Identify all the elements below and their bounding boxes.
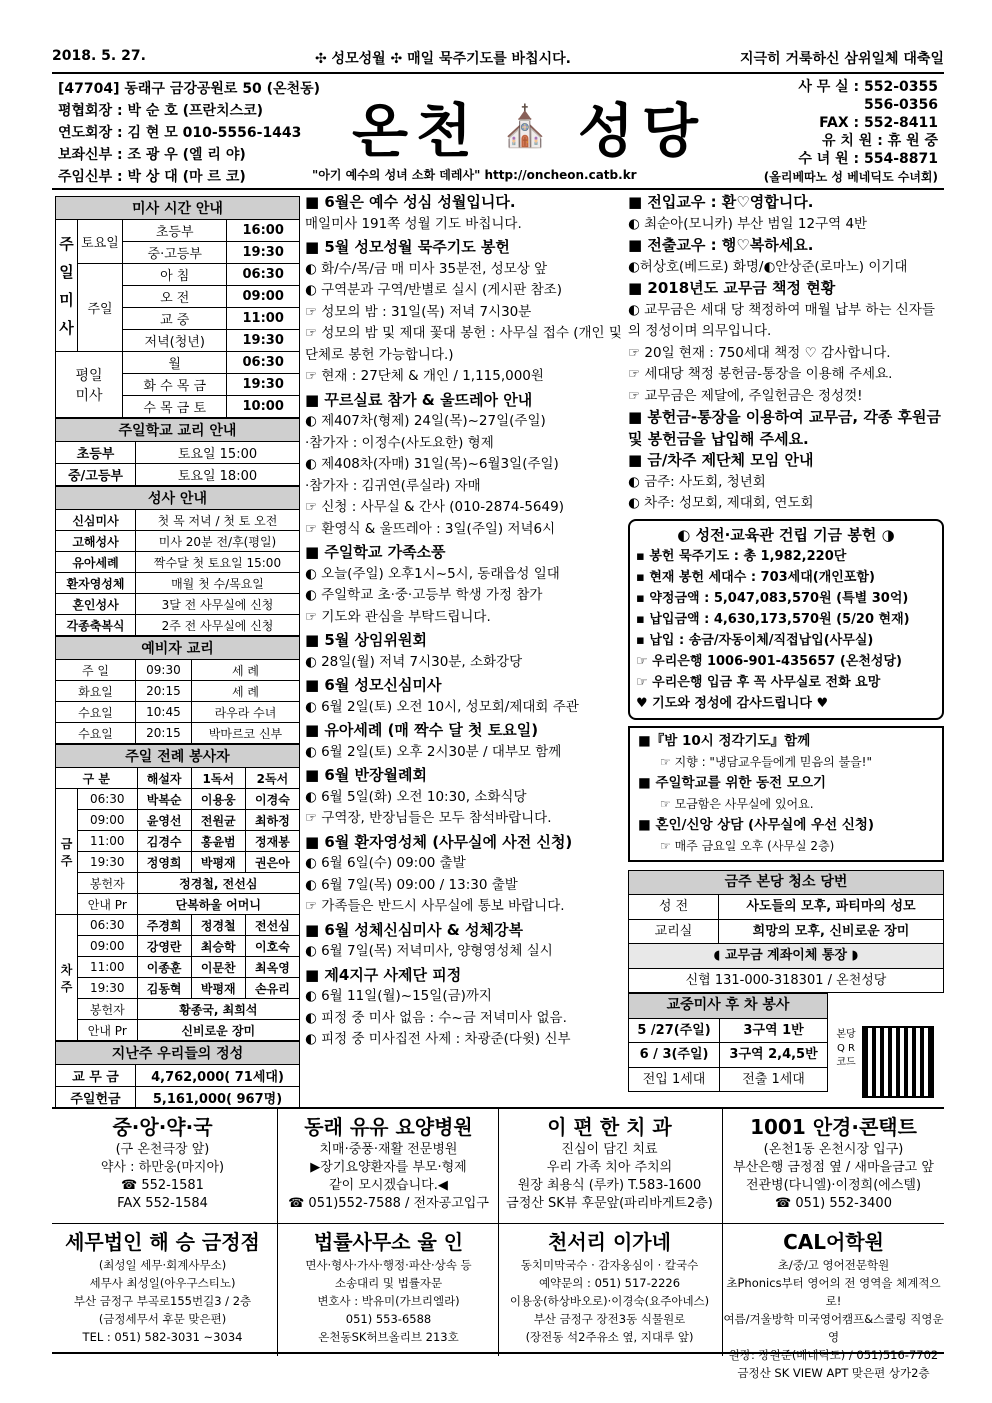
qr-label: 본당 Q R 코드 xyxy=(836,1029,856,1068)
ad-box xyxy=(52,1228,273,1346)
fund-line: ▪ 납입금액 : 4,630,173,570원 (5/20 현재) xyxy=(636,611,910,627)
notice-line: ·참가자 : 이정수(사도요한) 형제 xyxy=(305,434,494,451)
ads-section xyxy=(52,1107,944,1380)
ad-line: ☎ 051) 552-3400 xyxy=(775,1196,892,1211)
notice-block xyxy=(628,192,944,235)
notice-line: ◐ 피정 중 미사집전 사제 : 차광준(다윗) 신부 xyxy=(305,1031,571,1047)
monthly-motto: ✣ 성모성월 ✣ 매일 묵주기도를 바칩시다. xyxy=(314,51,571,67)
notice-line: ☞ 가족들은 반드시 사무실에 통보 바랍니다. xyxy=(305,898,565,914)
notice-heading: ■ 꾸르실료 참가 & 울뜨레아 안내 xyxy=(305,390,533,409)
notice-line: ◐ 6월 7일(목) 저녁미사, 양형영성체 실시 xyxy=(305,943,553,959)
notice-line: ☞ 성모의 밤 : 31일(목) 저녁 7시30분 xyxy=(305,303,532,320)
notice-heading: ■ 주일학교 가족소풍 xyxy=(305,543,446,561)
school-table: 주일학교 교리 안내 초등부 토요일 15:00 중/고등부 토요일 18:00 xyxy=(55,418,300,486)
notice-block xyxy=(305,542,625,628)
notice-block xyxy=(305,237,625,388)
notice-line: ◐ 오늘(주일) 오후1시~5시, 동래읍성 일대 xyxy=(305,565,560,582)
ad-line: 면사·형사·가사·행정·파산·상속 등 xyxy=(305,1258,472,1272)
notice-line: ◐ 6월 2일(토) 오전 10시, 성모회/제대회 주관 xyxy=(305,698,579,715)
ad-line: 051) 553-6588 xyxy=(345,1312,432,1326)
ad-line: 약사 : 하만웅(마지아) xyxy=(100,1160,225,1175)
ad-line: 우리 가족 치아 주치의 xyxy=(546,1160,673,1175)
ad-line: 이용웅(하상바오로)·이경숙(요주아네스) xyxy=(509,1294,710,1308)
ad-line: 부산은행 금정점 옆 / 새마을금고 앞 xyxy=(733,1160,934,1175)
feast-title: 지극히 거룩하신 삼위일체 대축일 xyxy=(740,51,944,67)
ad-line: ☎ 552-1581 xyxy=(121,1178,204,1193)
notice-heading: ■ 제4지구 사제단 피정 xyxy=(305,965,462,984)
prayer-line: ☞ 매주 금요일 오후 (사무실 2층) xyxy=(660,838,835,853)
ad-line: 원장 최용식 (루카) T.583-1600 xyxy=(517,1178,702,1193)
notice-block xyxy=(305,765,625,830)
notice-block xyxy=(305,720,625,763)
ad-title: 세무법인 해 승 금정점 xyxy=(65,1230,260,1254)
notice-block xyxy=(305,920,625,963)
notice-heading: ■ 금/차주 제단체 모임 안내 xyxy=(628,451,814,469)
ad-line: 부산 금정구 장전3동 식물원로 xyxy=(533,1312,686,1326)
notice-heading: ■ 전출교우 : 행♡복하세요. xyxy=(628,236,814,254)
notice-line: ·참가자 : 김귀연(루실라) 자매 xyxy=(305,477,481,494)
prayer-line: ■ 주일학교를 위한 동전 모으기 xyxy=(638,774,827,791)
notice-heading: ■ 유아세례 (매 짝수 달 첫 토요일) xyxy=(305,721,539,739)
ad-title: 1001 안경·콘택트 xyxy=(750,1115,917,1139)
fund-line: ☞ 우리은행 1006-901-435657 (온천성당) xyxy=(636,653,902,669)
ad-line: 치매·중풍·재활 전문병원 xyxy=(319,1142,458,1157)
notice-line: ◐ 6월 11일(월)~15일(금)까지 xyxy=(305,988,492,1004)
notice-line: ☞ 구역장, 반장님들은 모두 참석바랍니다. xyxy=(305,810,552,826)
notice-heading: ■ 6월 환자영성체 (사무실에 사전 신청) xyxy=(305,832,573,851)
ad-line: 예약문의 : 051) 517-2226 xyxy=(538,1276,681,1290)
notice-heading: ■ 6월 반장월례회 xyxy=(305,766,427,784)
building-fund-box: ◐ 성전·교육관 건립 기금 봉헌 ◑ ▪ 봉헌 묵주기도 : 총 1,982,220단 ▪ 현재 봉헌 세대수 : 703세대(개인포함) ▪ 약정금액 : 5,047,083,570원 (특별 30억) ▪ 납입금액 : 4,630,173,570원 (5/20 현재) ▪ 납입 : 송금/자동이체/직접납입(사무실) ☞ 우리은행 1006-901-435657 (온천성당) ☞ 우리은행 입금 후 꼭 사무실로 전화 요망 ♥ 기도와 정성에 감사드립니다 ♥ xyxy=(628,519,944,720)
prayer-line: ☞ 지향 : "냉담교우들에게 믿음의 불을!" xyxy=(660,754,873,769)
fund-line: ▪ 납입 : 송금/자동이체/직접납입(사무실) xyxy=(636,632,874,648)
notice-heading: ■ 5월 성모성월 묵주기도 봉헌 xyxy=(305,238,510,256)
ad-line: 여름/겨울방학 미국영어캠프&스쿨링 직영운영 xyxy=(723,1312,944,1344)
ad-line: ▶장기요양환자를 부모·형제 xyxy=(310,1160,467,1175)
notice-line: ◐ 피정 중 미사 없음 : 수~금 저녁미사 없음. xyxy=(305,1009,567,1026)
catechumen-table: 예비자 교리 주 일 09:30 세 례 화요일 20:15 세 례 수요일 10:45 라우라 수녀 수요일 20:15 박마르코 신부 xyxy=(55,636,300,744)
notice-line: ◐ 6월 7일(목) 09:00 / 13:30 출발 xyxy=(305,876,518,893)
ad-line: 세무사 최성일(아우구스티노) xyxy=(89,1276,236,1290)
tagline-url[interactable]: "아기 예수의 성녀 소화 데레사" http://oncheon.catb.kr xyxy=(312,168,637,182)
ad-line: 온천동SK허브올리브 213호 xyxy=(318,1330,459,1344)
notice-block xyxy=(305,630,625,673)
ad-title: 이 편 한 치 과 xyxy=(547,1115,672,1139)
ad-box xyxy=(52,1113,273,1213)
ad-title: 천서리 이가네 xyxy=(548,1230,671,1254)
offering-table: 지난주 우리들의 정성 교 무 금 4,762,000( 71세대) 주일헌금 5,161,000( 967명) xyxy=(55,1041,300,1109)
ad-line: (최성일 세무·회계사무소) xyxy=(98,1258,227,1272)
prayer-president: 연도회장 : 김 현 모 010-5556-1443 xyxy=(58,125,302,141)
pastor: 주임신부 : 박 상 대 (마 르 코) xyxy=(58,169,246,185)
assistant-priest: 보좌신부 : 조 광 우 (엘 리 야) xyxy=(58,147,246,163)
mass-schedule-table: 미사 시간 안내 주 일 미 사 토요일 초등부 16:00 중·고등부 19:30 주일 아 침 06:30 오 전 09:00 교 중 11:00 저녁(청년) 19:30 평일 미사 월 06:30 화 수 목 금 19:30 수 목 금 토 10:00 xyxy=(55,196,300,418)
notice-line: ☞ 교무금은 제달에, 주일헌금은 정성껏! xyxy=(628,387,863,404)
notice-heading: ■ 전입교우 : 환♡영합니다. xyxy=(628,193,814,211)
notice-line: ◐ 제407차(형제) 24일(목)~27일(주일) xyxy=(305,413,546,429)
sacrament-table: 성사 안내 신심미사 첫 목 저녁 / 첫 토 오전 고해성사 미사 20분 전/후(평일) 유아세례 짝수달 첫 토요일 15:00 환자영성체 매월 첫 수/목요일 혼인성사 3달 전 사무실에 신청 각종축복식 2주 전 사무실에 신청 xyxy=(55,486,300,636)
prayer-box xyxy=(628,726,944,862)
ad-line: (온천1동 온천시장 입구) xyxy=(763,1142,904,1157)
contacts: 사 무 실 : 552-0355 556-0356 FAX : 552-8411 유 치 원 : 휴 원 중 수 녀 원 : 554-8871 (올리베따노 성 베네딕도 수녀회) xyxy=(763,79,938,184)
ad-line: 변호사 : 박유미(가브리엘라) xyxy=(317,1294,460,1308)
notice-block xyxy=(305,832,625,918)
notice-line: ◐허상호(베드로) 화명/◐안상준(로마노) 이기대 xyxy=(628,258,908,275)
notice-line: ◐ 교무금은 세대 당 책정하여 매월 납부 하는 신자들의 정성이며 의무입니다. xyxy=(628,301,935,339)
notice-line: ☞ 20일 현재 : 750세대 책정 ♡ 감사합니다. xyxy=(628,344,891,361)
ad-line: FAX 552-1584 xyxy=(117,1196,208,1211)
top-bar xyxy=(52,48,944,68)
notice-block xyxy=(305,675,625,718)
notice-line: ☞ 현재 : 27단체 & 개인 / 1,115,000원 xyxy=(305,368,544,384)
ad-line: 초Phonics부터 영어의 전 영역을 체계적으로! xyxy=(726,1276,941,1308)
ad-line: ☎ 051)552-7588 / 전자공고입구 xyxy=(288,1196,489,1211)
notice-line: ◐ 주일학교 초·중·고등부 학생 가정 참가 xyxy=(305,587,543,603)
ad-box xyxy=(499,1113,720,1213)
cross-icon: ⛪ xyxy=(500,102,558,150)
cleaning-duty-table: 금주 본당 청소 당번 성 전 사도들의 모후, 파티마의 성모 교리실 희망의 모후, 신비로운 장미 ◖ 교무금 계좌이체 통장 ◗ 신협 131-000-318301 / 온천성당 xyxy=(628,870,944,994)
ad-line: (금정세무서 후문 맞은편) xyxy=(98,1312,227,1326)
notice-line: ◐ 6월 6일(수) 09:00 출발 xyxy=(305,855,466,871)
fund-line: ▪ 현재 봉헌 세대수 : 703세대(개인포함) xyxy=(636,569,875,585)
notice-heading: ■ 6월 성모신심미사 xyxy=(305,676,442,694)
notice-line: ◐ 제408차(자매) 31일(목)~6월3일(주일) xyxy=(305,456,559,472)
notice-line: ◐ 28일(월) 저녁 7시30분, 소화강당 xyxy=(305,653,523,670)
fund-line: ☞ 우리은행 입금 후 꼭 사무실로 전화 요망 xyxy=(636,674,881,690)
notice-line: ☞ 신청 : 사무실 & 간사 (010-2874-5649) xyxy=(305,499,564,515)
notice-block xyxy=(305,965,625,1051)
fund-line: ▪ 약정금액 : 5,047,083,570원 (특별 30억) xyxy=(636,590,909,606)
prayer-line: ■『밤 10시 정각기도』함께 xyxy=(638,732,811,749)
bank-account: 신협 131-000-318301 / 온천성당 xyxy=(629,968,944,993)
notice-heading: ■ 봉헌금-통장을 이용하여 교무금, 각종 후원금 및 봉헌금을 납입해 주세요. xyxy=(628,408,942,448)
parish-staff xyxy=(58,78,320,188)
ad-line: (장전동 석2주유소 옆, 지대루 앞) xyxy=(525,1330,694,1344)
notice-block xyxy=(628,278,944,407)
prayer-line: ■ 혼인/신앙 상담 (사무실에 우선 신청) xyxy=(638,816,875,833)
tea-service-table: 교중미사 후 차 봉사 5 /27(주일) 3구역 1반 6 / 3(주일) 3구역 2,4,5반 전입 1세대 전출 1세대 xyxy=(628,993,828,1092)
notice-heading: ■ 6월 성체신심미사 & 성체강복 xyxy=(305,920,523,939)
ad-line: TEL : 051) 582-3031 ~3034 xyxy=(82,1330,243,1344)
ad-line: 초/중/고 영어전문학원 xyxy=(777,1258,890,1272)
ad-box xyxy=(723,1228,944,1382)
address: [47704] 동래구 금강공원로 50 (온천동) xyxy=(58,81,321,97)
ad-box xyxy=(278,1113,499,1213)
middle-column xyxy=(305,192,625,1053)
liturgy-servers-table: 주일 전례 봉사자 구 분 해설자 1독서 2독서 금주 06:30 박복순 이용웅 이경숙 09:00 윤영선 전원균 최하정 11:00 김경수 홍윤범 정재봉 19:30 정영희 박평재 권은아 봉헌자 정경철, 전선심 안내 Pr 단복하울 어머니 차주 06:30 주경희 정경철 전선심 09:00 강영란 최승학 이호숙 11:00 이종훈 이문찬 최옥영 19:30 김동혁 박평재 손유리 봉헌자 황종국, 최희석 안내 Pr 신비로운 장미 xyxy=(55,744,300,1041)
notice-block xyxy=(628,235,944,278)
ad-box xyxy=(723,1113,944,1213)
notice-line: ◐ 화/수/목/금 매 미사 35분전, 성모상 앞 xyxy=(305,260,548,277)
ad-line: 같이 모시겠습니다.◀ xyxy=(329,1178,448,1193)
notice-heading: ■ 6월은 예수 성심 성월입니다. xyxy=(305,193,516,211)
parish-logo: 온천 ⛪ 성당 xyxy=(352,97,706,165)
ad-title: 중·앙·약·국 xyxy=(112,1115,213,1139)
notice-block xyxy=(305,390,625,541)
ad-box xyxy=(278,1228,499,1346)
ad-line: 부산 금정구 부곡로155번길3 / 2층 xyxy=(73,1294,252,1308)
notice-line: ☞ 환영식 & 울뜨레아 : 3일(주일) 저녁6시 xyxy=(305,520,556,537)
left-column xyxy=(55,196,300,1109)
notice-line: ◐ 최순아(모니카) 부산 범일 12구역 4반 xyxy=(628,215,868,232)
notice-line: 매일미사 191쪽 성월 기도 바칩니다. xyxy=(305,215,522,232)
ad-line: (구 온천극장 앞) xyxy=(115,1142,210,1157)
fund-line: ♥ 기도와 정성에 감사드립니다 ♥ xyxy=(636,695,829,711)
notice-block xyxy=(628,450,944,515)
notice-heading: ■ 2018년도 교무금 책정 현황 xyxy=(628,279,836,297)
notice-line: ◐ 구역분과 구역/반별로 실시 (게시판 참조) xyxy=(305,282,562,298)
fund-line: ▪ 봉헌 묵주기도 : 총 1,982,220단 xyxy=(636,548,847,564)
ad-line: 진심이 담긴 치료 xyxy=(561,1142,658,1157)
ad-line: 소송대리 및 법률자문 xyxy=(334,1276,443,1290)
notice-line: ◐ 6월 5일(화) 오전 10:30, 소화식당 xyxy=(305,788,527,805)
masthead xyxy=(52,72,944,190)
council-president: 평협회장 : 박 순 호 (프란치스코) xyxy=(58,103,264,119)
ad-line: 전관병(다니엘)·이정희(에스텔) xyxy=(745,1178,922,1193)
notice-line: ☞ 기도와 관심을 부탁드립니다. xyxy=(305,608,491,625)
notice-line: ☞ 성모의 밤 및 제대 꽃대 봉헌 : 사무실 접수 (개인 및 단체로 봉헌 가능합니다.) xyxy=(305,325,622,363)
right-column xyxy=(628,192,944,1092)
ad-line: 금정산 SK뷰 후문앞(파리바게트2층) xyxy=(506,1196,713,1211)
qr-code-icon[interactable] xyxy=(862,1026,934,1098)
ad-line: 동치미막국수 · 감자옹심이 · 칼국수 xyxy=(520,1258,699,1272)
notice-line: ◐ 차주: 성모회, 제대회, 연도회 xyxy=(628,495,814,511)
notices-right xyxy=(628,192,944,515)
ad-title: 법률사무소 율 인 xyxy=(313,1230,464,1254)
prayer-line: ☞ 모금함은 사무실에 있어요. xyxy=(660,796,814,811)
notice-block xyxy=(628,407,944,450)
notice-line: ☞ 세대당 책정 봉헌금-통장을 이용해 주세요. xyxy=(628,366,893,382)
notice-heading: ■ 5월 상임위원회 xyxy=(305,631,427,649)
issue-date: 2018. 5. 27. xyxy=(52,48,146,64)
ad-title: 동래 유유 요양병원 xyxy=(304,1115,473,1139)
notice-line: ◐ 금주: 사도회, 청년회 xyxy=(628,473,766,490)
ad-line: 원장: 장원준(베네딕도) / 051)516-7702 xyxy=(728,1348,939,1362)
notice-block xyxy=(305,192,625,235)
ad-box xyxy=(499,1228,720,1346)
ad-title: CAL어학원 xyxy=(783,1230,884,1254)
mass-schedule-title: 미사 시간 안내 xyxy=(56,197,300,220)
ad-line: 금정산 SK VIEW APT 맞은편 상가2층 xyxy=(737,1366,930,1380)
notice-line: ◐ 6월 2일(토) 오후 2시30분 / 대부모 함께 xyxy=(305,743,562,760)
